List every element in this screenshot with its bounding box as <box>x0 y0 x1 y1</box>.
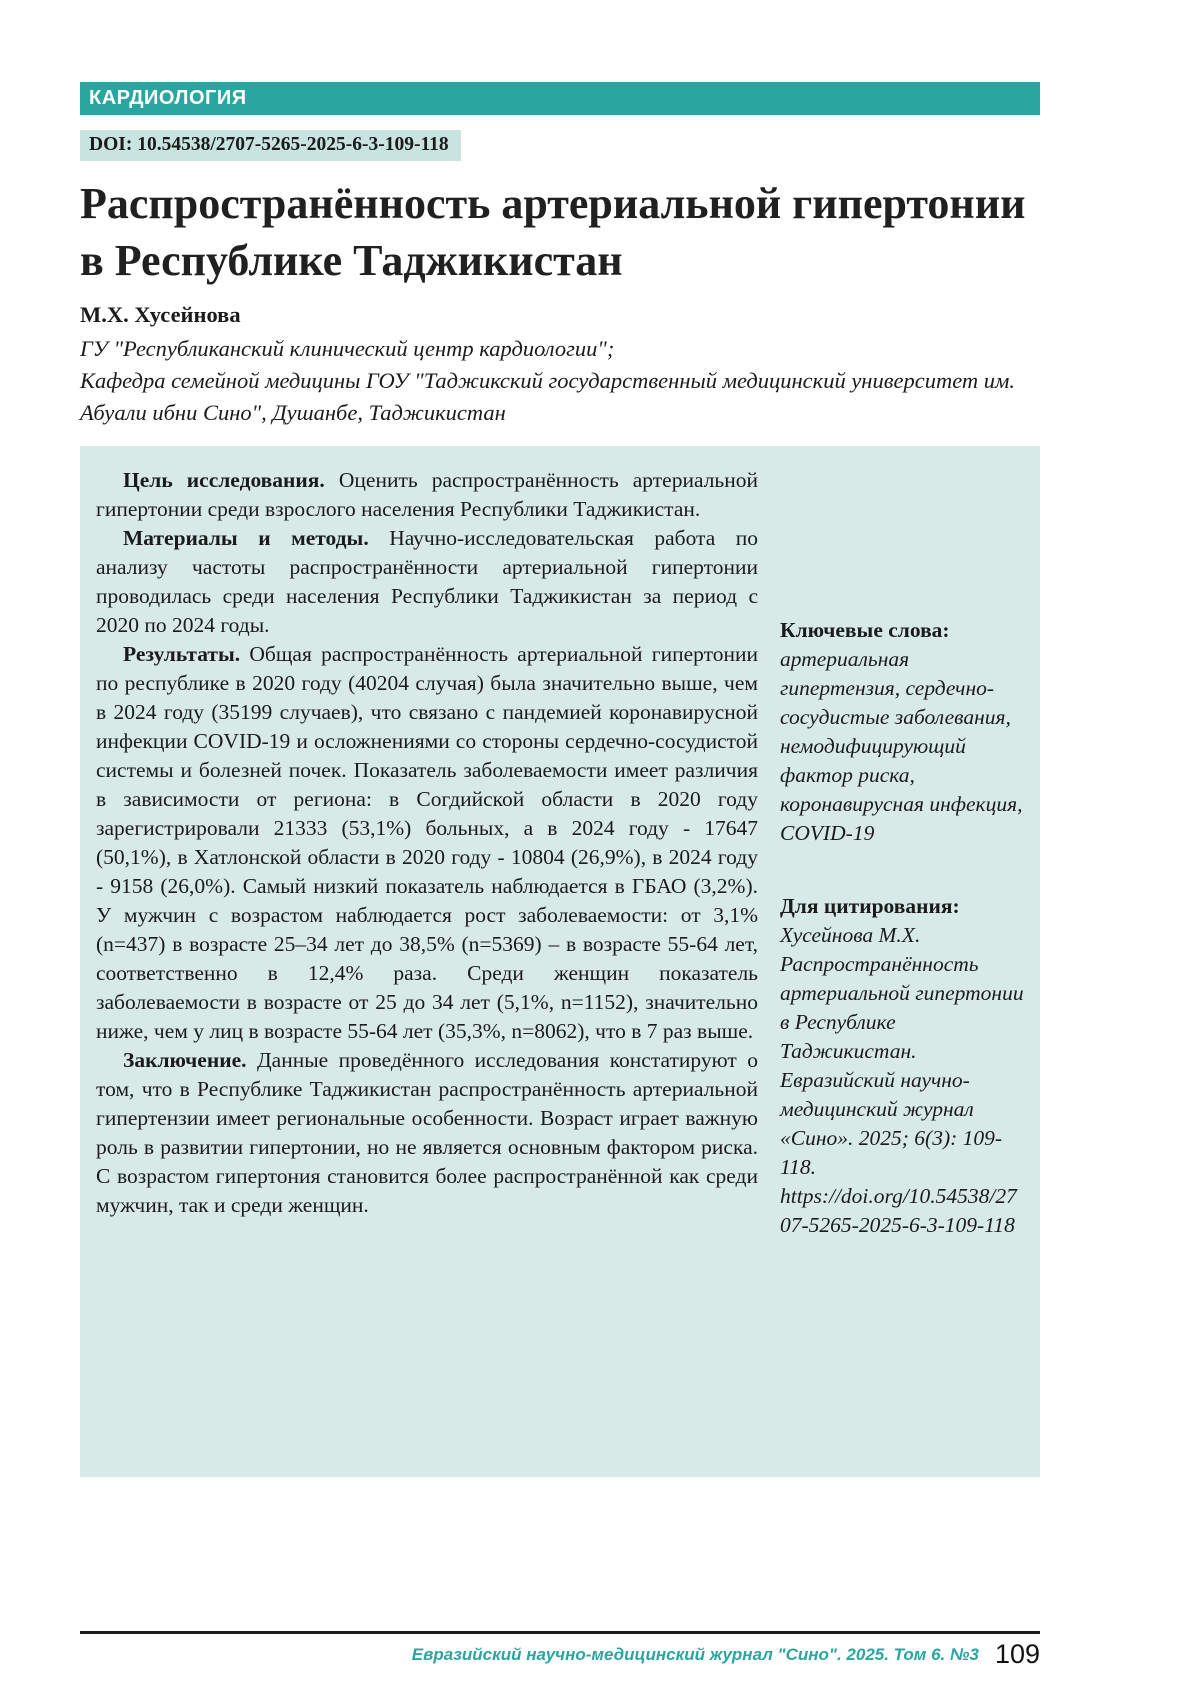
footer-journal-title: Евразийский научно-медицинский журнал "Сино". 2025. Том 6. №3 <box>411 1644 979 1664</box>
section-label: КАРДИОЛОГИЯ <box>89 87 247 109</box>
section-banner <box>80 82 1040 115</box>
author-name: М.Х. Хусейнова <box>80 302 241 328</box>
abstract-paragraph-results <box>96 640 758 1046</box>
abstract-block <box>80 446 1040 1477</box>
paragraph-text: Данные проведённого исследования констатируют о том, что в Республике Таджикистан распространённость артериальной гипертензии имеет региональные особенности. Возраст играет важную роль в развитии гипертонии, но не является основным фактором риска. С возрастом гипертония становится более распространённой как среди мужчин, так и среди женщин. <box>96 1048 758 1218</box>
paragraph-text: Оценить распространённость артериальной гипертонии среди взрослого населения Республики Таджикистан. <box>96 468 758 522</box>
page-footer <box>80 1631 1040 1670</box>
paragraph-text: Общая распространённость артериальной гипертонии по республике в 2020 году (40204 случая) была значительно выше, чем в 2024 году (35199 случаев), что связано с пандемией коронавирусной инфекции COVID-19 и осложнениями со стороны сердечно-сосудистой системы и болезней почек. Показатель заболеваемости имеет различия в зависимости от региона: в Согдийской области в 2020 году зарегистрировали 21333 (53,1%) больных, а в 2024 году - 17647 (50,1%), в Хатлонской области в 2020 году - 10804 (26,9%), в 2024 году - 9158 (26,0%). Самый низкий показатель наблюдается в ГБАО (3,2%). У мужчин с возрастом наблюдается рост заболеваемости: от 3,1% (n=437) в возрасте 25–34 лет до 38,5% (n=5369) – в возрасте 55-64 лет, соответственно в 12,4% раза. Среди женщин показатель заболеваемости в возрасте от 25 до 34 лет (5,1%, n=1152), значительно ниже, чем у лиц в возрасте 55-64 лет (35,3%, n=8062), что в 7 раз выше. <box>96 642 758 1044</box>
paragraph-label: Материалы и методы. <box>123 526 369 551</box>
article-page <box>80 0 1040 1477</box>
abstract-paragraph-conclusion <box>96 1046 758 1220</box>
citation-text: Хусейнова М.Х. Распространённость артериальной гипертонии в Республике Таджикистан. Евразийский научно-медицинский журнал «Сино». 2025; 6(3): 109-118. https://doi.org/10.54538/2707-5265-2025-6-3-109-118 <box>780 923 1024 1238</box>
affiliation <box>80 333 1040 429</box>
abstract-paragraph-goal <box>96 466 758 524</box>
article-title: Распространённость артериальной гипертонии в Республике Таджикистан <box>80 179 1026 286</box>
paragraph-label: Заключение. <box>123 1048 247 1073</box>
affiliation-line: Кафедра семейной медицины ГОУ "Таджикский государственный медицинский университет им. Абуали ибни Сино", Душанбе, Таджикистан <box>80 368 1016 426</box>
abstract-text-column <box>96 466 758 1477</box>
affiliation-line: ГУ "Республиканский клинический центр кардиологии"; <box>80 336 615 362</box>
keywords-text: артериальная гипертензия, сердечно-сосудистые заболевания, немодифицирующий фактор риска, коронавирусная инфекция, COVID-19 <box>780 647 1023 846</box>
citation-label: Для цитирования: <box>780 894 960 919</box>
sidebar-column <box>780 466 1024 1477</box>
abstract-paragraph-methods <box>96 524 758 640</box>
paragraph-text: Научно-исследовательская работа по анализу частоты распространённости артериальной гипертонии проводилась среди населения Республики Таджикистан за период с 2020 по 2024 годы. <box>96 526 758 638</box>
paragraph-label: Цель исследования. <box>123 468 325 493</box>
doi-badge: DOI: 10.54538/2707-5265-2025-6-3-109-118 <box>80 130 461 161</box>
paragraph-label: Результаты. <box>123 642 241 667</box>
keywords-label: Ключевые слова: <box>780 618 950 643</box>
footer-page-number: 109 <box>994 1639 1040 1669</box>
